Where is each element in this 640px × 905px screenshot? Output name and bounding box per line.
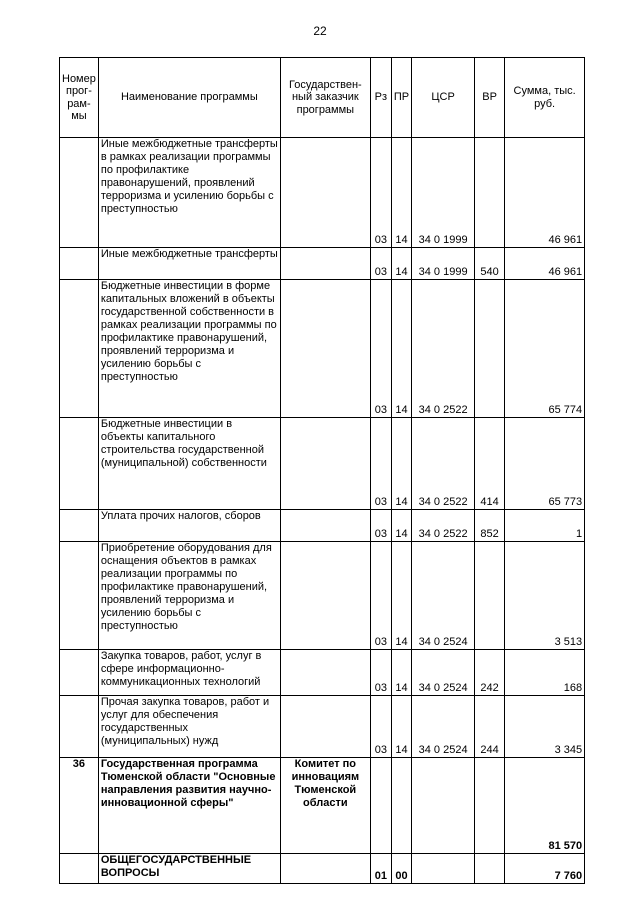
sum-cell: 46 961	[505, 138, 585, 248]
budget-table	[59, 57, 585, 884]
sum-cell: 81 570	[505, 758, 585, 854]
table-row	[60, 418, 585, 510]
sum-cell: 46 961	[505, 248, 585, 280]
program-name-cell: Уплата прочих налогов, сборов	[98, 510, 280, 542]
program-number-cell	[60, 542, 99, 650]
program-name-cell: Закупка товаров, работ, услуг в сфере информационно-коммуникационных технологий	[98, 650, 280, 696]
program-name-cell: ОБЩЕГОСУДАРСТВЕННЫЕ ВОПРОСЫ	[98, 854, 280, 884]
csr-cell: 34 0 1999	[412, 248, 475, 280]
program-name-cell: Иные межбюджетные трансферты	[98, 248, 280, 280]
csr-cell: 34 0 2522	[412, 280, 475, 418]
csr-cell: 34 0 2524	[412, 542, 475, 650]
rz-cell	[370, 758, 391, 854]
header-rz: Рз	[370, 58, 391, 138]
vr-cell	[475, 854, 505, 884]
program-name-cell: Государственная программа Тюменской области "Основные направления развития научно-инновационной сферы"	[98, 758, 280, 854]
table-row	[60, 138, 585, 248]
pr-cell: 14	[391, 248, 411, 280]
vr-cell: 242	[475, 650, 505, 696]
sum-cell: 3 345	[505, 696, 585, 758]
page-number: 22	[313, 24, 327, 38]
csr-cell: 34 0 2522	[412, 510, 475, 542]
program-number-cell	[60, 650, 99, 696]
sum-cell: 65 773	[505, 418, 585, 510]
vr-cell: 244	[475, 696, 505, 758]
program-number-cell	[60, 510, 99, 542]
vr-cell: 852	[475, 510, 505, 542]
header-num: Номер прог- рам- мы	[60, 58, 99, 138]
customer-cell: Комитет по инновациям Тюменской области	[280, 758, 370, 854]
program-number-cell	[60, 418, 99, 510]
program-name-cell: Прочая закупка товаров, работ и услуг для обеспечения государственных (муниципальных) нужд	[98, 696, 280, 758]
pr-cell: 14	[391, 510, 411, 542]
program-name-cell: Бюджетные инвестиции в объекты капитального строительства государственной (муниципальной) собственности	[98, 418, 280, 510]
program-name-cell: Бюджетные инвестиции в форме капитальных вложений в объекты государственной собственности в рамках реализации программы по профилактике правонарушений, проявлений терроризма и усилению борьбы с преступностью	[98, 280, 280, 418]
table-row	[60, 542, 585, 650]
sum-cell: 65 774	[505, 280, 585, 418]
pr-cell: 14	[391, 138, 411, 248]
table-row	[60, 510, 585, 542]
csr-cell: 34 0 2522	[412, 418, 475, 510]
customer-cell	[280, 418, 370, 510]
program-name-cell: Приобретение оборудования для оснащения объектов в рамках реализации программы по профилактике правонарушений, проявлений терроризма и усилению борьбы с преступностью	[98, 542, 280, 650]
customer-cell	[280, 248, 370, 280]
rz-cell: 01	[370, 854, 391, 884]
pr-cell	[391, 758, 411, 854]
header-vr: ВР	[475, 58, 505, 138]
pr-cell: 14	[391, 542, 411, 650]
csr-cell	[412, 854, 475, 884]
rz-cell: 03	[370, 280, 391, 418]
rz-cell: 03	[370, 510, 391, 542]
sum-cell: 3 513	[505, 542, 585, 650]
program-number-cell	[60, 854, 99, 884]
program-number-cell	[60, 138, 99, 248]
pr-cell: 14	[391, 418, 411, 510]
header-pr: ПР	[391, 58, 411, 138]
table-row	[60, 696, 585, 758]
customer-cell	[280, 542, 370, 650]
csr-cell: 34 0 2524	[412, 696, 475, 758]
sum-cell: 1	[505, 510, 585, 542]
program-number-cell: 36	[60, 758, 99, 854]
rz-cell: 03	[370, 650, 391, 696]
vr-cell	[475, 280, 505, 418]
customer-cell	[280, 696, 370, 758]
rz-cell: 03	[370, 418, 391, 510]
header-row	[60, 58, 585, 138]
pr-cell: 14	[391, 280, 411, 418]
vr-cell	[475, 138, 505, 248]
vr-cell: 414	[475, 418, 505, 510]
customer-cell	[280, 854, 370, 884]
sum-cell: 168	[505, 650, 585, 696]
customer-cell	[280, 510, 370, 542]
pr-cell: 14	[391, 650, 411, 696]
csr-cell: 34 0 1999	[412, 138, 475, 248]
pr-cell: 00	[391, 854, 411, 884]
vr-cell: 540	[475, 248, 505, 280]
vr-cell	[475, 542, 505, 650]
sum-cell: 7 760	[505, 854, 585, 884]
rz-cell: 03	[370, 248, 391, 280]
program-number-cell	[60, 696, 99, 758]
table-row	[60, 854, 585, 884]
header-csr: ЦСР	[412, 58, 475, 138]
rz-cell: 03	[370, 138, 391, 248]
program-name-cell: Иные межбюджетные трансферты в рамках реализации программы по профилактике правонарушений, проявлений терроризма и усилению борьбы с преступностью	[98, 138, 280, 248]
table-row	[60, 758, 585, 854]
header-sum: Сумма, тыс. руб.	[505, 58, 585, 138]
table-body	[60, 138, 585, 884]
rz-cell: 03	[370, 696, 391, 758]
table-row	[60, 248, 585, 280]
csr-cell: 34 0 2524	[412, 650, 475, 696]
program-number-cell	[60, 248, 99, 280]
csr-cell	[412, 758, 475, 854]
table-row	[60, 280, 585, 418]
header-name: Наименование программы	[98, 58, 280, 138]
rz-cell: 03	[370, 542, 391, 650]
customer-cell	[280, 280, 370, 418]
vr-cell	[475, 758, 505, 854]
table-row	[60, 650, 585, 696]
pr-cell: 14	[391, 696, 411, 758]
program-number-cell	[60, 280, 99, 418]
customer-cell	[280, 138, 370, 248]
header-customer: Государствен- ный заказчик программы	[280, 58, 370, 138]
customer-cell	[280, 650, 370, 696]
